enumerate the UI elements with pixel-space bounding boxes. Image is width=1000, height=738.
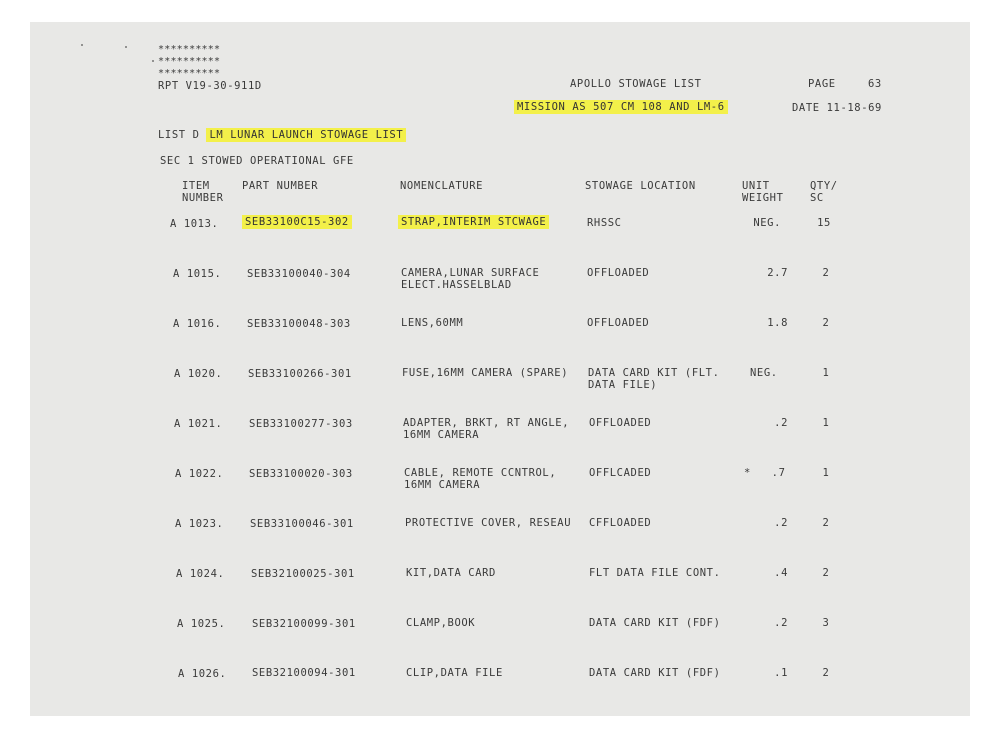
unit-weight: .1 bbox=[774, 667, 788, 679]
item-number: A 1023. bbox=[175, 518, 224, 530]
quantity: 2 bbox=[822, 567, 830, 579]
page-label: PAGE bbox=[808, 78, 836, 90]
column-header-weight: UNIT WEIGHT bbox=[742, 180, 784, 204]
part-number: SEB32100094-301 bbox=[252, 667, 356, 679]
nomenclature: ADAPTER, BRKT, RT ANGLE, 16MM CAMERA bbox=[403, 417, 570, 441]
item-number: A 1013. bbox=[170, 218, 219, 230]
stowage-location: RHSSC bbox=[587, 217, 622, 229]
stowage-location: DATA CARD KIT (FDF) bbox=[589, 667, 721, 679]
stowage-location: OFFLOADED bbox=[589, 417, 652, 429]
quantity: 2 bbox=[822, 517, 830, 529]
document-title: APOLLO STOWAGE LIST bbox=[570, 78, 702, 90]
quantity: 2 bbox=[822, 317, 830, 329]
mission-line bbox=[514, 101, 728, 113]
stowage-location: OFFLOADED bbox=[587, 317, 650, 329]
nomenclature-highlight: STRAP,INTERIM STCWAGE bbox=[398, 215, 549, 229]
speck bbox=[81, 44, 83, 46]
unit-weight: .2 bbox=[774, 417, 788, 429]
stowage-location: FLT DATA FILE CONT. bbox=[589, 567, 721, 579]
item-number: A 1024. bbox=[176, 568, 225, 580]
item-number: A 1016. bbox=[173, 318, 222, 330]
unit-weight: 1.8 bbox=[767, 317, 788, 329]
column-header-part: PART NUMBER bbox=[242, 180, 319, 192]
asterisk-line: ********** bbox=[158, 68, 221, 79]
quantity: 3 bbox=[822, 617, 830, 629]
part-number: SEB32100025-301 bbox=[251, 568, 355, 580]
nomenclature: LENS,60MM bbox=[401, 317, 464, 329]
part-number bbox=[242, 216, 352, 228]
nomenclature: CLIP,DATA FILE bbox=[406, 667, 503, 679]
asterisk-line: ********** bbox=[158, 56, 221, 67]
stowage-location: OFFLCADED bbox=[589, 467, 652, 479]
list-prefix: LIST D bbox=[158, 129, 200, 141]
unit-weight: .2 bbox=[774, 517, 788, 529]
unit-weight: NEG. bbox=[750, 367, 778, 379]
part-number: SEB33100040-304 bbox=[247, 268, 351, 280]
asterisk-line: ********** bbox=[158, 44, 221, 55]
item-number: A 1022. bbox=[175, 468, 224, 480]
part-number-highlight: SEB33100C15-302 bbox=[242, 215, 352, 229]
part-number: SEB33100046-301 bbox=[250, 518, 354, 530]
quantity: 1 bbox=[822, 467, 830, 479]
date-line: DATE 11-18-69 bbox=[792, 102, 882, 114]
column-header-item: ITEM NUMBER bbox=[182, 180, 224, 204]
unit-weight: NEG. bbox=[753, 217, 781, 229]
unit-weight: * .7 bbox=[744, 467, 786, 479]
stowage-location: DATA CARD KIT (FLT. DATA FILE) bbox=[588, 367, 720, 391]
unit-weight: .2 bbox=[774, 617, 788, 629]
nomenclature bbox=[398, 216, 549, 228]
section-heading: SEC 1 STOWED OPERATIONAL GFE bbox=[160, 155, 354, 167]
list-heading bbox=[158, 129, 406, 141]
unit-weight: 2.7 bbox=[767, 267, 788, 279]
item-number: A 1020. bbox=[174, 368, 223, 380]
list-name-highlight: LM LUNAR LAUNCH STOWAGE LIST bbox=[206, 128, 406, 142]
item-number: A 1015. bbox=[173, 268, 222, 280]
report-id: RPT V19-30-911D bbox=[158, 80, 262, 92]
quantity: 15 bbox=[817, 217, 831, 229]
part-number: SEB32100099-301 bbox=[252, 618, 356, 630]
nomenclature: CLAMP,BOOK bbox=[406, 617, 476, 629]
speck bbox=[152, 60, 154, 62]
mission-highlight: MISSION AS 507 CM 108 AND LM-6 bbox=[514, 100, 728, 114]
stowage-location: DATA CARD KIT (FDF) bbox=[589, 617, 721, 629]
stowage-list-sheet bbox=[30, 22, 970, 716]
unit-weight: .4 bbox=[774, 567, 788, 579]
column-header-qty: QTY/ SC bbox=[810, 180, 838, 204]
asterisk-block bbox=[158, 44, 220, 80]
part-number: SEB33100277-303 bbox=[249, 418, 353, 430]
item-number: A 1021. bbox=[174, 418, 223, 430]
part-number: SEB33100048-303 bbox=[247, 318, 351, 330]
nomenclature: CABLE, REMOTE CCNTROL, 16MM CAMERA bbox=[404, 467, 557, 491]
part-number: SEB33100020-303 bbox=[249, 468, 353, 480]
page-number: 63 bbox=[868, 78, 882, 90]
quantity: 2 bbox=[822, 667, 830, 679]
part-number: SEB33100266-301 bbox=[248, 368, 352, 380]
item-number: A 1025. bbox=[177, 618, 226, 630]
quantity: 1 bbox=[822, 417, 830, 429]
column-header-location: STOWAGE LOCATION bbox=[585, 180, 696, 192]
stowage-location: OFFLOADED bbox=[587, 267, 650, 279]
item-number: A 1026. bbox=[178, 668, 227, 680]
quantity: 1 bbox=[822, 367, 830, 379]
nomenclature: PROTECTIVE COVER, RESEAU bbox=[405, 517, 572, 529]
stowage-location: CFFLOADED bbox=[589, 517, 652, 529]
nomenclature: KIT,DATA CARD bbox=[406, 567, 496, 579]
nomenclature: FUSE,16MM CAMERA (SPARE) bbox=[402, 367, 569, 379]
speck bbox=[125, 46, 127, 48]
quantity: 2 bbox=[822, 267, 830, 279]
nomenclature: CAMERA,LUNAR SURFACE ELECT.HASSELBLAD bbox=[401, 267, 540, 291]
column-header-nomenclature: NOMENCLATURE bbox=[400, 180, 484, 192]
